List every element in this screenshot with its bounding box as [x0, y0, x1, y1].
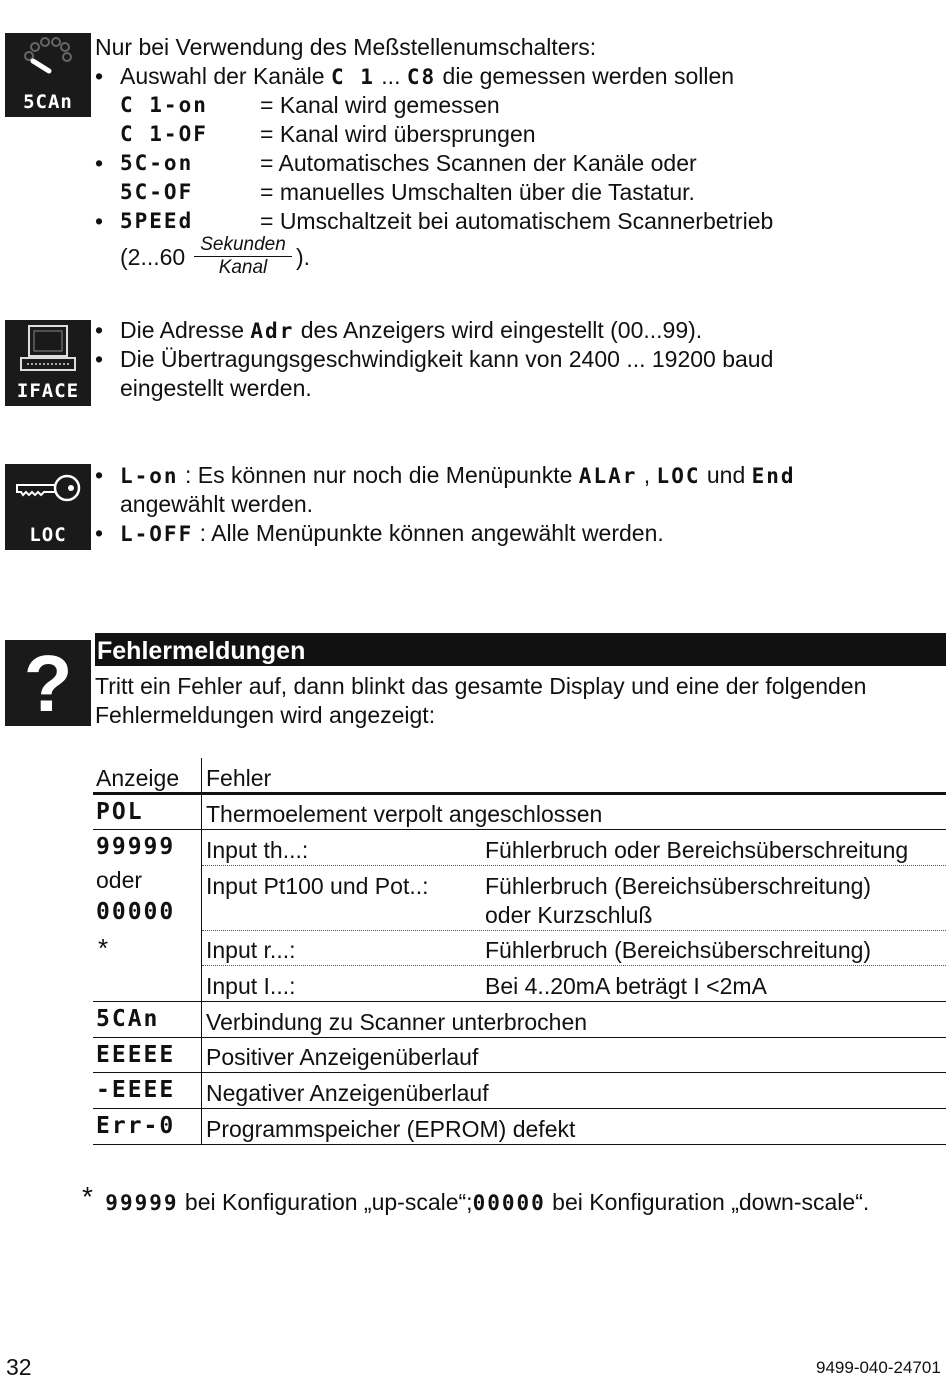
fraction-denominator: Kanal [218, 257, 268, 278]
c1-on-text: = Kanal wird gemessen [260, 92, 500, 118]
code-c8: C8 [406, 65, 437, 89]
code-l-on: L-on [120, 464, 179, 488]
scan-channel-select [120, 62, 734, 92]
code-loc: LOC [656, 464, 701, 488]
pt-input: Input Pt100 und Pot..: [206, 873, 429, 899]
question-mark: ? [23, 639, 73, 728]
loc-icon [5, 464, 91, 550]
row-rule-dotted [202, 865, 946, 866]
row-rule-dotted [202, 930, 946, 931]
code-99999: 99999 [96, 834, 176, 860]
th-input: Input th...: [206, 837, 309, 863]
bullet: • [95, 346, 104, 372]
key-icon [5, 464, 91, 514]
pt-error-line1: Fühlerbruch (Bereichsüberschreitung) [485, 873, 872, 899]
sc-on-text: = Automatisches Scannen der Kanäle oder [260, 150, 697, 176]
code-alar: ALAr [578, 464, 638, 488]
row-rule [93, 1001, 946, 1002]
code-scan: 5CAn [96, 1006, 160, 1032]
th-error: Fühlerbruch oder Bereichsüberschreitung [485, 837, 909, 863]
iface-icon-label: IFACE [16, 380, 80, 402]
errors-intro-line1: Tritt ein Fehler auf, dann blinkt das gesamte Display und eine der folgenden [95, 673, 867, 699]
footnote [82, 1182, 869, 1218]
scan-icon [5, 33, 91, 117]
neg-overflow: Negativer Anzeigenüberlauf [206, 1080, 489, 1106]
code-pol: POL [96, 799, 144, 825]
row-rule [93, 1037, 946, 1038]
errors-intro-line2: Fehlermeldungen wird angezeigt: [95, 702, 436, 728]
text: : Alle Menüpunkte können angewählt werden. [193, 520, 664, 546]
scan-error: Verbindung zu Scanner unterbrochen [206, 1009, 588, 1035]
code-eeeee: EEEEE [96, 1042, 176, 1068]
doc-number: 9499-040-24701 [816, 1358, 941, 1377]
c1-of-text: = Kanal wird übersprungen [260, 121, 536, 147]
pol-text: Thermoelement verpolt angeschlossen [206, 801, 603, 827]
code-adr: Adr [250, 319, 295, 343]
loc-off-line [120, 519, 664, 549]
pos-overflow: Positiver Anzeigenüberlauf [206, 1044, 479, 1070]
r-error: Fühlerbruch (Bereichsüberschreitung) [485, 937, 872, 963]
oder-label: oder [96, 867, 143, 893]
code-99999: 99999 [105, 1191, 179, 1215]
text: die gemessen werden sollen [436, 63, 735, 89]
scan-icon-label: 5CAn [23, 91, 73, 113]
code-err-0: Err-0 [96, 1113, 176, 1139]
table-divider [201, 758, 202, 1144]
speed-text: = Umschaltzeit bei automatischem Scannerbetrieb [260, 208, 774, 234]
bullet: • [95, 462, 104, 488]
code-c1: C 1 [330, 65, 375, 89]
range-prefix: (2...60 [120, 244, 186, 270]
text: Die Adresse [120, 317, 251, 343]
bullet: • [95, 208, 104, 234]
i-input: Input I...: [206, 973, 296, 999]
star-marker: * [98, 933, 109, 963]
text: ... [374, 63, 407, 89]
page-number: 32 [6, 1354, 32, 1380]
bullet: • [95, 520, 104, 546]
text: : Es können nur noch die Menüpunkte [178, 462, 579, 488]
bullet: • [95, 150, 104, 176]
scan-intro: Nur bei Verwendung des Meßstellenumschalters: [95, 34, 597, 60]
fraction [194, 234, 292, 279]
code-00000: 00000 [472, 1191, 546, 1215]
code-00000: 00000 [96, 899, 176, 925]
iface-baud-line2: eingestellt werden. [120, 375, 312, 401]
row-rule [93, 1072, 946, 1073]
code-sc-of: 5C-OF [120, 180, 194, 204]
loc-on-line [120, 461, 796, 491]
footnote-text2: bei Konfiguration „down-scale“. [545, 1189, 870, 1215]
row-rule [93, 1108, 946, 1109]
footnote-text1: bei Konfiguration „up-scale“; [178, 1189, 473, 1215]
range-suffix: ). [296, 244, 311, 270]
pt-error-line2: oder Kurzschluß [485, 902, 653, 928]
footnote-star: * [82, 1181, 93, 1212]
fraction-numerator: Sekunden [194, 234, 292, 257]
code-l-off: L-OFF [120, 522, 194, 546]
text: und [700, 462, 752, 488]
header-fehler: Fehler [206, 765, 272, 791]
loc-on-line2: angewählt werden. [120, 491, 314, 517]
code-c1-on: C 1-on [120, 93, 208, 117]
code-neg-eeee: -EEEE [96, 1077, 176, 1103]
scanner-dial-icon [5, 33, 91, 89]
code-end: End [751, 464, 796, 488]
header-anzeige: Anzeige [96, 765, 180, 791]
text: , [637, 462, 657, 488]
i-error: Bei 4..20mA beträgt I <2mA [485, 973, 767, 999]
eprom-error: Programmspeicher (EPROM) defekt [206, 1116, 576, 1142]
row-rule [93, 829, 946, 830]
header-rule [93, 792, 946, 795]
iface-icon [5, 320, 91, 406]
iface-address [120, 316, 702, 346]
text: Auswahl der Kanäle [120, 63, 331, 89]
bullet: • [95, 317, 104, 343]
iface-baud-line1: Die Übertragungsgeschwindigkeit kann von 2400 ... 19200 baud [120, 346, 774, 372]
sc-of-text: = manuelles Umschalten über die Tastatur. [260, 179, 695, 205]
code-c1-of: C 1-OF [120, 122, 208, 146]
row-rule-dotted [202, 965, 946, 966]
loc-icon-label: LOC [29, 524, 67, 546]
section-heading: Fehlermeldungen [95, 633, 946, 666]
row-rule [93, 1144, 946, 1145]
question-icon [5, 640, 91, 726]
code-sc-on: 5C-on [120, 151, 194, 175]
text: des Anzeigers wird eingestellt (00...99). [294, 317, 703, 343]
r-input: Input r...: [206, 937, 296, 963]
bullet: • [95, 63, 104, 89]
computer-icon [5, 320, 91, 376]
code-speed: 5PEEd [120, 209, 194, 233]
